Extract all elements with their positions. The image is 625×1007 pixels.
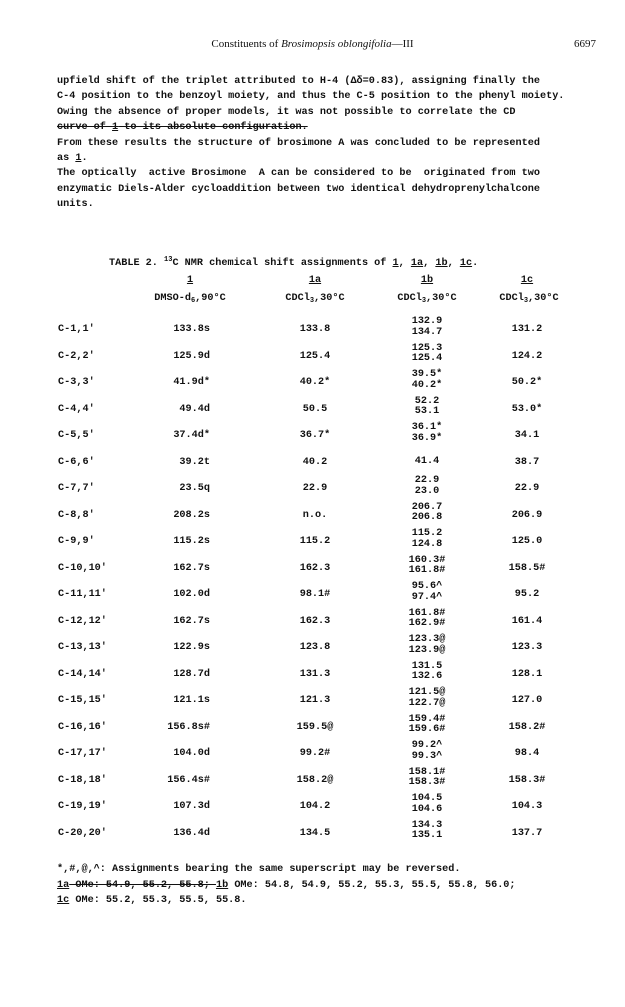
cell-compound-1b-value: 52.2 — [414, 395, 440, 407]
cell-compound-1b — [392, 397, 462, 418]
cell-compound-1a: 121.3 — [299, 695, 331, 706]
cell-compound-1b-value: 125.4 — [411, 353, 443, 364]
row-label: C-2,2' — [58, 350, 95, 362]
table-row — [0, 687, 625, 715]
footnote-ref: 1b — [215, 879, 229, 891]
footnote-text: OMe: 55.2, 55.3, 55.5, 55.8. — [69, 895, 247, 906]
table-row — [0, 767, 625, 795]
cell-compound-1b — [392, 688, 462, 709]
caption-prefix: TABLE 2. — [109, 258, 165, 269]
cell-compound-1: 23.5q — [179, 483, 210, 494]
cell-compound-1a: 115.2 — [299, 536, 331, 547]
running-title-suffix: —III — [391, 38, 414, 50]
solvent-subscript: 6 — [190, 297, 196, 305]
cell-compound-1b-value: 123.9@ — [408, 644, 446, 656]
row-label: C-7,7' — [58, 483, 95, 494]
row-label: C-13,13' — [58, 642, 107, 653]
cell-compound-1b — [392, 503, 462, 524]
table-row — [0, 475, 625, 503]
solvent: DMSO-d — [154, 293, 191, 304]
body-line: as 1. — [57, 153, 88, 165]
row-label: C-17,17' — [58, 748, 107, 759]
temperature: ,90°C — [195, 293, 226, 304]
cell-compound-1b-value: 95.6^ — [411, 581, 443, 592]
cell-compound-1: 107.3d — [173, 801, 210, 812]
cell-compound-1a: 40.2* — [299, 377, 331, 388]
page-number: 6697 — [574, 38, 596, 50]
cell-compound-1a: 50.5 — [302, 403, 328, 415]
column-condition — [145, 293, 235, 305]
running-title-species: Brosimopsis oblongifolia — [281, 38, 392, 50]
row-label: C-20,20' — [58, 827, 107, 839]
running-title-prefix: Constituents of — [211, 38, 282, 50]
temperature: ,30°C — [426, 293, 457, 304]
cell-compound-1b-value: 132.6 — [411, 671, 443, 682]
cell-compound-1a: 99.2# — [299, 748, 331, 759]
cell-compound-1b-value: 206.8 — [411, 512, 443, 523]
cell-compound-1c: 158.3# — [508, 774, 546, 786]
cell-compound-1a: 158.2@ — [296, 774, 334, 786]
cell-compound-1b — [392, 609, 462, 630]
cell-compound-1b-value: 159.4# — [408, 713, 446, 725]
column-header: 1 — [186, 275, 194, 286]
footnote-ref: 1c — [57, 895, 70, 906]
cell-compound-1a: 162.3 — [299, 615, 331, 627]
cell-compound-1c: 127.0 — [511, 695, 543, 706]
body-line: From these results the structure of brosimone A was concluded to be represented — [57, 137, 540, 149]
row-label: C-16,16' — [58, 721, 107, 733]
cell-compound-1: 37.4d* — [173, 430, 210, 441]
cell-compound-1c: 206.9 — [511, 509, 543, 521]
solvent-subscript: 3 — [421, 297, 427, 305]
cell-compound-1a: 98.1# — [299, 589, 331, 600]
cell-compound-1b-value: 23.0 — [414, 485, 440, 497]
cell-compound-1b-value: 53.1 — [414, 406, 440, 417]
cell-compound-1c: 125.0 — [511, 536, 543, 547]
cell-compound-1c: 104.3 — [511, 801, 543, 812]
solvent: CDCl — [285, 293, 310, 304]
row-label: C-19,19' — [58, 801, 107, 812]
body-line: curve of 1 to its absolute configuration. — [57, 122, 308, 134]
cell-compound-1: 156.8s# — [167, 721, 210, 733]
body-line: The optically active Brosimone A can be considered to be originated from two — [57, 168, 540, 180]
cell-compound-1c: 128.1 — [511, 668, 543, 680]
cell-compound-1a: n.o. — [302, 509, 328, 521]
cell-compound-1b — [392, 715, 462, 736]
row-label: C-12,12' — [58, 615, 107, 627]
cell-compound-1b-value: 131.5 — [411, 660, 443, 672]
table-row — [0, 343, 625, 371]
body-line: C-4 position to the benzoyl moiety, and thus the C-5 position to the phenyl moiety. — [57, 91, 565, 103]
column-condition — [484, 293, 574, 305]
cell-compound-1b-value: 161.8# — [408, 565, 446, 576]
table-row — [0, 449, 625, 477]
cell-compound-1b-value: 121.5@ — [408, 687, 446, 698]
cell-compound-1c: 137.7 — [511, 827, 543, 839]
table-row — [0, 634, 625, 662]
footnote-line — [57, 893, 516, 909]
cell-compound-1b-value: 22.9 — [414, 475, 440, 486]
cell-compound-1b — [392, 582, 462, 603]
caption-ref: 1 — [392, 258, 399, 269]
cell-compound-1a: 162.3 — [299, 562, 331, 574]
cell-compound-1b-value: 162.9# — [408, 618, 446, 629]
row-label: C-1,1' — [58, 324, 95, 335]
cell-compound-1c: 123.3 — [511, 642, 543, 653]
cell-compound-1a: 22.9 — [302, 483, 328, 494]
table-row — [0, 740, 625, 768]
cell-compound-1: 128.7d — [173, 668, 210, 680]
footnote-ref: 1a — [57, 879, 70, 891]
row-label: C-5,5' — [58, 430, 95, 441]
cell-compound-1b-value: 99.2^ — [411, 740, 443, 751]
row-label: C-4,4' — [58, 403, 95, 415]
footnote-text: OMe: 54.9, 55.2, 55.8; — [69, 879, 216, 891]
caption-superscript: 13 — [164, 256, 173, 264]
cell-compound-1b — [392, 768, 462, 789]
body-line: Owing the absence of proper models, it was not possible to correlate the CD — [57, 106, 516, 118]
cell-compound-1b-value: 104.6 — [411, 803, 443, 815]
table-row — [0, 555, 625, 583]
cell-compound-1b — [392, 317, 462, 338]
cell-compound-1: 39.2t — [179, 456, 210, 468]
cell-compound-1b-value: 123.3@ — [408, 634, 446, 645]
table-row — [0, 608, 625, 636]
cell-compound-1b — [392, 821, 462, 842]
cell-compound-1b — [392, 635, 462, 656]
cell-compound-1b-value: 158.1# — [408, 766, 446, 778]
cell-compound-1b-value: 125.3 — [411, 342, 443, 354]
table-row — [0, 714, 625, 742]
table-row — [0, 661, 625, 689]
table-row — [0, 316, 625, 344]
cell-compound-1: 41.9d* — [173, 377, 210, 388]
compound-ref: 1 — [112, 122, 119, 134]
column-condition — [270, 293, 360, 305]
table-row — [0, 422, 625, 450]
cell-compound-1b — [392, 662, 462, 683]
cell-compound-1b — [392, 529, 462, 550]
column-header: 1c — [520, 275, 534, 286]
table-row — [0, 369, 625, 397]
cell-compound-1b — [392, 794, 462, 815]
cell-compound-1b — [392, 476, 462, 497]
solvent-subscript: 3 — [309, 297, 315, 305]
cell-compound-1b-value: 122.7@ — [408, 697, 446, 709]
cell-compound-1b-value: 115.2 — [411, 528, 443, 539]
body-paragraph — [57, 74, 602, 213]
cell-compound-1b — [392, 457, 462, 468]
caption-main: C NMR chemical shift assignments of — [172, 258, 393, 269]
cell-compound-1a: 104.2 — [299, 801, 331, 812]
cell-compound-1a: 159.5@ — [296, 721, 334, 733]
cell-compound-1b — [392, 344, 462, 365]
cell-compound-1: 208.2s — [173, 509, 210, 521]
cell-compound-1c: 53.0* — [511, 403, 543, 415]
solvent-subscript: 3 — [523, 297, 529, 305]
solvent: CDCl — [397, 293, 422, 304]
cell-compound-1b-value: 104.5 — [411, 793, 443, 804]
cell-compound-1c: 50.2* — [511, 377, 543, 388]
caption-ref: 1a — [410, 258, 424, 269]
cell-compound-1: 162.7s — [173, 562, 210, 574]
cell-compound-1: 49.4d — [179, 403, 210, 415]
cell-compound-1c: 131.2 — [511, 324, 543, 335]
cell-compound-1b-value: 40.2* — [411, 379, 443, 391]
cell-compound-1c: 98.4 — [514, 748, 540, 759]
row-label: C-3,3' — [58, 377, 95, 388]
cell-compound-1b-value: 206.7 — [411, 501, 443, 513]
compound-ref: 1 — [75, 153, 82, 165]
table-caption: TABLE 2. $^{13}$C NMR chemical shift assignments of 1, 1a, 1b, 1c. — [109, 256, 479, 269]
footnote-line: *,#,@,^: Assignments bearing the same superscript may be reversed. — [57, 864, 461, 875]
cell-compound-1: 136.4d — [173, 827, 210, 839]
cell-compound-1c: 34.1 — [514, 430, 540, 441]
cell-compound-1c: 161.4 — [511, 615, 543, 627]
column-condition — [382, 293, 472, 305]
cell-compound-1a: 125.4 — [299, 350, 331, 362]
cell-compound-1b-value: 99.3^ — [411, 750, 443, 762]
cell-compound-1: 162.7s — [173, 615, 210, 627]
cell-compound-1b-value: 36.1* — [411, 422, 443, 433]
cell-compound-1b-value: 135.1 — [411, 830, 443, 841]
solvent: CDCl — [499, 293, 524, 304]
cell-compound-1c: 158.2# — [508, 721, 546, 733]
cell-compound-1: 133.8s — [173, 324, 210, 335]
cell-compound-1a: 36.7* — [299, 430, 331, 441]
cell-compound-1c: 38.7 — [514, 456, 540, 468]
cell-compound-1b-value: 132.9 — [411, 316, 443, 327]
cell-compound-1b-value: 161.8# — [408, 607, 446, 619]
table-footnotes — [57, 862, 516, 909]
cell-compound-1: 125.9d — [173, 350, 210, 362]
cell-compound-1a: 40.2 — [302, 456, 328, 468]
table-row — [0, 793, 625, 821]
cell-compound-1: 121.1s — [173, 695, 210, 706]
row-label: C-15,15' — [58, 695, 107, 706]
footnote-line — [57, 878, 516, 894]
column-header: 1b — [420, 275, 434, 286]
cell-compound-1a: 134.5 — [299, 827, 331, 839]
caption-ref: 1c — [459, 258, 473, 269]
row-label: C-14,14' — [58, 668, 107, 680]
cell-compound-1: 102.0d — [173, 589, 210, 600]
cell-compound-1b — [392, 423, 462, 444]
body-line: units. — [57, 199, 94, 211]
cell-compound-1b-value: 97.4^ — [411, 591, 443, 603]
cell-compound-1a: 131.3 — [299, 668, 331, 680]
cell-compound-1b-value: 124.8 — [411, 538, 443, 550]
cell-compound-1b-value: 159.6# — [408, 724, 446, 735]
body-line: enzymatic Diels-Alder cycloaddition between two identical dehydroprenylchalcone — [57, 183, 540, 195]
footnote-text: OMe: 54.8, 54.9, 55.2, 55.3, 55.5, 55.8, 56.0; — [228, 879, 516, 891]
cell-compound-1b — [392, 556, 462, 577]
cell-compound-1c: 95.2 — [514, 589, 540, 600]
cell-compound-1c: 124.2 — [511, 350, 543, 362]
cell-compound-1: 104.0d — [173, 748, 210, 759]
cell-compound-1a: 133.8 — [299, 324, 331, 335]
cell-compound-1b-value: 158.3# — [408, 777, 446, 788]
row-label: C-18,18' — [58, 774, 107, 786]
cell-compound-1b-value: 134.7 — [411, 326, 443, 338]
table-row — [0, 581, 625, 609]
table-row — [0, 820, 625, 848]
cell-compound-1: 156.4s# — [167, 774, 210, 786]
cell-compound-1b — [392, 370, 462, 391]
table-row — [0, 528, 625, 556]
column-header: 1a — [308, 275, 322, 286]
table-row — [0, 502, 625, 530]
row-label: C-6,6' — [58, 456, 95, 468]
cell-compound-1b-value: 41.4 — [414, 455, 440, 467]
row-label: C-10,10' — [58, 562, 107, 574]
cell-compound-1c: 158.5# — [508, 562, 546, 574]
row-label: C-8,8' — [58, 509, 95, 521]
cell-compound-1b-value: 36.9* — [411, 432, 443, 444]
cell-compound-1: 122.9s — [173, 642, 210, 653]
body-line: upfield shift of the triplet attributed to H-4 (Δδ=0.83), assigning finally the — [57, 76, 540, 87]
table-row — [0, 396, 625, 424]
caption-ref: 1b — [435, 258, 448, 269]
cell-compound-1c: 22.9 — [514, 483, 540, 494]
temperature: ,30°C — [314, 293, 345, 304]
cell-compound-1a: 123.8 — [299, 642, 331, 653]
row-label: C-11,11' — [58, 589, 107, 600]
cell-compound-1b-value: 134.3 — [411, 819, 443, 831]
row-label: C-9,9' — [58, 536, 95, 547]
cell-compound-1: 115.2s — [173, 536, 210, 547]
cell-compound-1b-value: 160.3# — [408, 554, 446, 566]
temperature: ,30°C — [528, 293, 559, 304]
running-title — [0, 38, 625, 50]
cell-compound-1b-value: 39.5* — [411, 369, 443, 380]
cell-compound-1b — [392, 741, 462, 762]
